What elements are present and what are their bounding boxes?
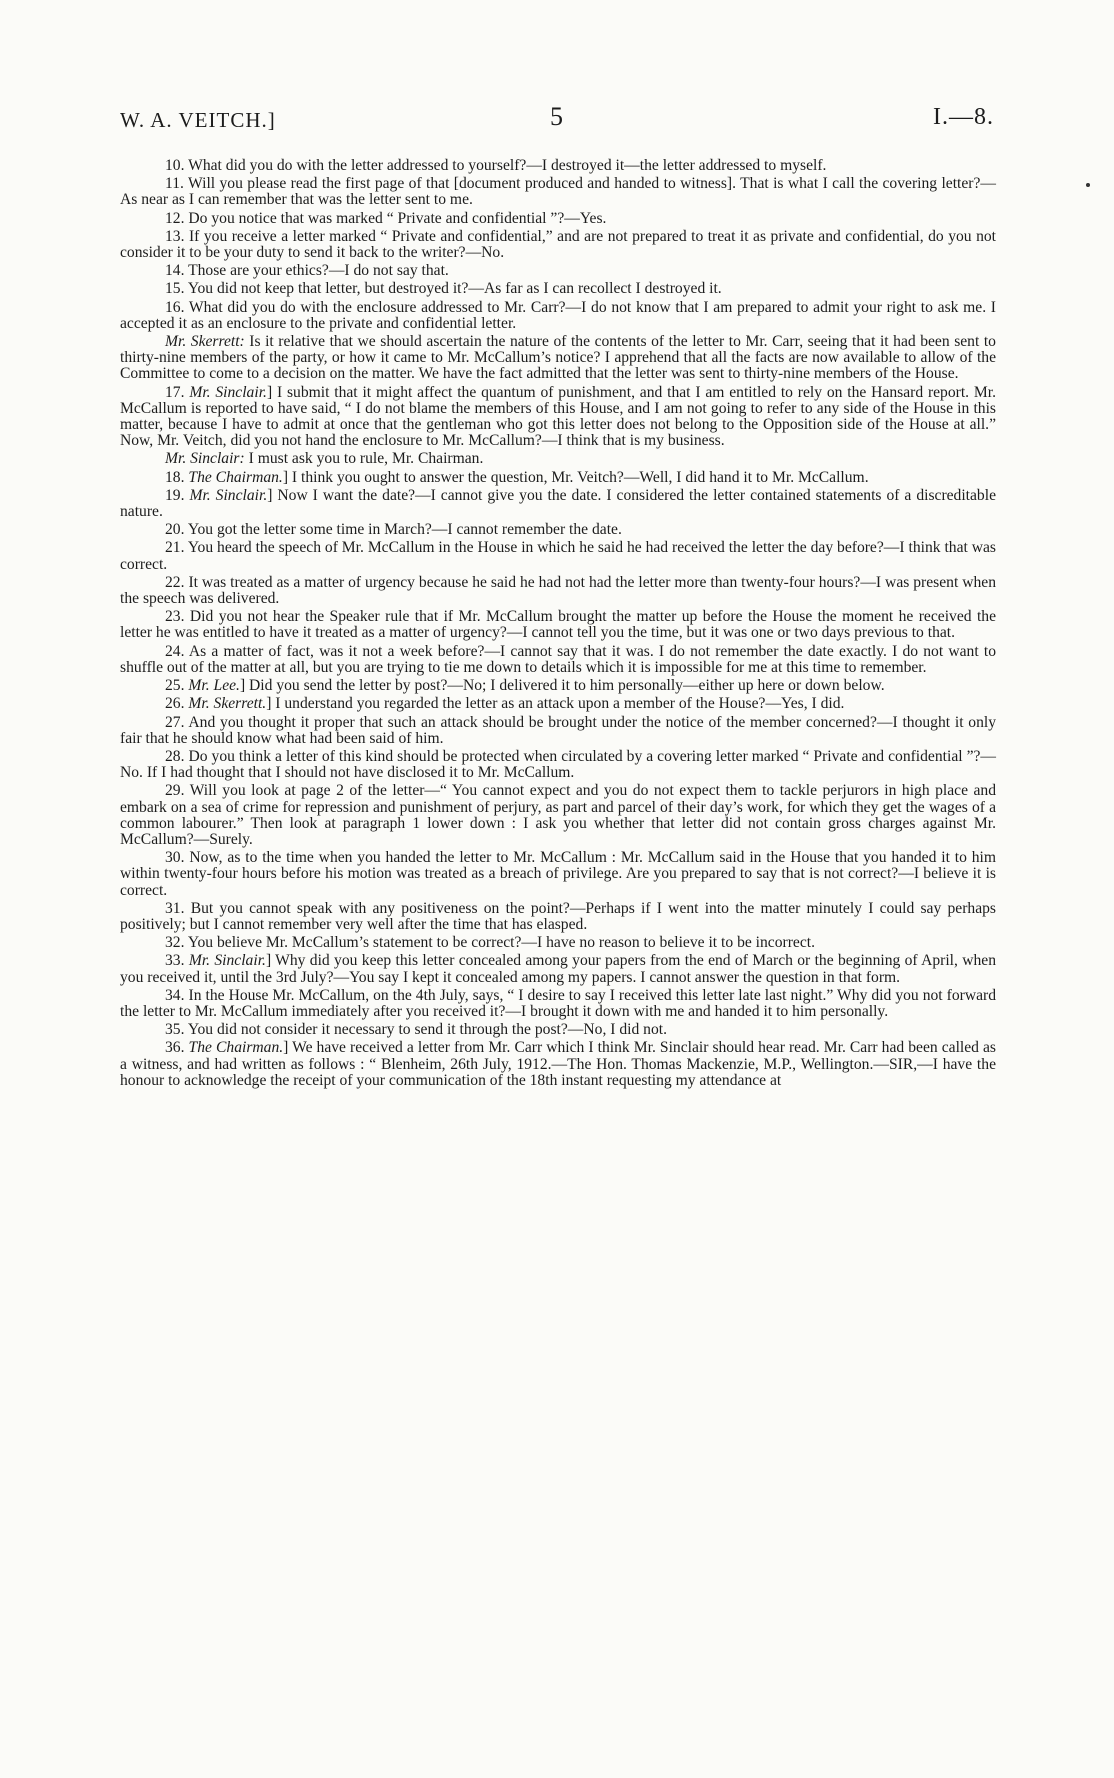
paragraph bbox=[120, 1040, 996, 1089]
paragraph-text: ] Did you send the letter by post?—No; I delivered it to him personally—either up here or down below. bbox=[239, 677, 885, 695]
paragraph bbox=[120, 176, 996, 208]
question-number: 25. bbox=[165, 677, 189, 695]
speaker-name: The Chairman. bbox=[188, 468, 283, 486]
paragraph-text: ] I submit that it might affect the quantum of punishment, and that I am entitled to rely on the Hansard report. Mr. McCallum is reported to have said, “ I do not blame the members of this House, and I am not going to refer to any side of the House in this matter, because I have to admit at once that the gentleman who got this letter does not belong to the Opposition side of the House at all.” Now, Mr. Veitch, did you not hand the enclosure to Mr. McCallum?—I think that is my business. bbox=[120, 383, 996, 450]
page-header bbox=[120, 102, 994, 138]
paragraph bbox=[120, 281, 996, 297]
speaker-name: Mr. Skerrett: bbox=[165, 333, 245, 351]
paragraph bbox=[120, 850, 996, 899]
paragraph-text: I must ask you to rule, Mr. Chairman. bbox=[244, 450, 484, 468]
question-number: 26. bbox=[165, 695, 189, 713]
paragraph-text: You heard the speech of Mr. McCallum in the House in which he said he had received the letter the day before?—I think that was correct. bbox=[120, 539, 997, 573]
question-number: 14. bbox=[165, 262, 189, 280]
question-number: 30. bbox=[165, 849, 190, 867]
paragraph-text: Do you notice that was marked “ Private and confidential ”?—Yes. bbox=[188, 209, 607, 227]
speaker-name: Mr. Sinclair: bbox=[165, 450, 245, 468]
paragraph-text: What did you do with the enclosure addressed to Mr. Carr?—I do not know that I am prepared to admit your right to ask me. I accepted it as an enclosure to the private and confidential letter. bbox=[120, 298, 996, 332]
question-number: 10. bbox=[165, 157, 189, 174]
paragraph bbox=[120, 229, 996, 261]
question-number: 34. bbox=[165, 986, 189, 1004]
question-number: 12. bbox=[165, 209, 189, 227]
paragraph-text: Did you not hear the Speaker rule that if Mr. McCallum brought the matter up before the House the moment he received the letter he was entitled to have it treated as a matter of urgency?—I cannot tell you the time, but it was one or two days previous to that. bbox=[120, 608, 996, 642]
question-number: 29. bbox=[165, 782, 190, 800]
paragraph-text: It was treated as a matter of urgency because he said he had not had the letter more than twenty-four hours?—I was present when the speech was delivered. bbox=[120, 573, 997, 608]
question-number: 32. bbox=[165, 934, 188, 952]
paragraph bbox=[120, 263, 996, 279]
paragraph bbox=[120, 696, 996, 712]
paragraph bbox=[120, 300, 996, 332]
question-number: 22. bbox=[165, 573, 189, 591]
paragraph-text: And you thought it proper that such an attack should be brought under the notice of the member concerned?—I thought it only fair that he should know what had been said of him. bbox=[120, 713, 997, 747]
paragraph-text: Do you think a letter of this kind should be protected when circulated by a covering letter marked “ Private and confidential ”?—No. If I had thought that I should not have disclosed it to Mr. McCallum. bbox=[120, 747, 997, 782]
question-number: 18. bbox=[165, 468, 189, 486]
question-number: 17. bbox=[165, 383, 190, 401]
paragraph-text: Now, as to the time when you handed the letter to Mr. McCallum : Mr. McCallum said in the House that you handed it to him within twenty-four hours before his motion was treated as a breach of privilege. Are you prepared to say that is not correct?—I believe it is correct. bbox=[120, 849, 996, 899]
speaker-name: Mr. Skerrett. bbox=[188, 695, 267, 713]
paragraph bbox=[120, 678, 996, 694]
paragraph bbox=[120, 935, 996, 951]
paragraph-text: Will you please read the first page of that [document produced and handed to witness]. That is what I call the covering letter?—As near as I can remember that was the letter sent to me. bbox=[120, 175, 996, 209]
paragraph-text: ] Why did you keep this letter concealed among your papers from the end of March or the beginning of April, when you received it, until the 3rd July?—You say I kept it concealed among my papers. I cannot answer the question in that form. bbox=[120, 952, 997, 986]
paragraph bbox=[120, 901, 996, 933]
question-number: 19. bbox=[165, 486, 190, 504]
paragraph bbox=[120, 470, 996, 486]
paragraph bbox=[120, 953, 996, 985]
paragraph bbox=[120, 575, 996, 607]
question-number: 27. bbox=[165, 713, 189, 731]
paragraph-text: ] I understand you regarded the letter as an attack upon a member of the House?—Yes, I did. bbox=[266, 695, 845, 713]
paragraph-text: You got the letter some time in March?—I cannot remember the date. bbox=[187, 521, 622, 539]
paragraph bbox=[120, 715, 996, 747]
paragraph-text: But you cannot speak with any positiveness on the point?—Perhaps if I went into the matter minutely I could say perhaps positively; but I cannot remember very well after the time that has elasped. bbox=[120, 899, 996, 933]
question-number: 24. bbox=[165, 642, 189, 660]
paragraph-text: In the House Mr. McCallum, on the 4th July, says, “ I desire to say I received this letter late last night.” Why did you not forward the letter to Mr. McCallum immediately after you received it?—I brought it down with me and handed it to him personally. bbox=[120, 986, 997, 1020]
document-body bbox=[120, 158, 996, 1091]
paragraph bbox=[120, 334, 996, 383]
paragraph bbox=[120, 988, 996, 1020]
question-number: 20. bbox=[165, 521, 188, 539]
paragraph-text: ] I think you ought to answer the question, Mr. Veitch?—Well, I did hand it to Mr. McCallum. bbox=[282, 468, 869, 486]
question-number: 13. bbox=[165, 227, 189, 245]
paragraph bbox=[120, 540, 996, 572]
speaker-name: The Chairman. bbox=[188, 1039, 284, 1057]
paragraph-text: Those are your ethics?—I do not say that. bbox=[188, 262, 449, 280]
header-witness-name: W. A. VEITCH.] bbox=[120, 108, 276, 132]
question-number: 16. bbox=[165, 298, 189, 316]
paragraph bbox=[120, 749, 996, 781]
page-number: 5 bbox=[550, 102, 564, 131]
paragraph-text: You did not consider it necessary to send it through the post?—No, I did not. bbox=[187, 1021, 667, 1039]
speaker-name: Mr. Sinclair. bbox=[189, 383, 267, 401]
question-number: 15. bbox=[165, 280, 188, 298]
question-number: 31. bbox=[165, 899, 191, 917]
question-number: 36. bbox=[165, 1039, 189, 1057]
question-number: 33. bbox=[165, 952, 189, 970]
speaker-name: Mr. Lee. bbox=[188, 677, 240, 695]
question-number: 28. bbox=[165, 747, 189, 765]
paragraph-text: Will you look at page 2 of the letter—“ You cannot expect and you do not expect them to tackle perjurors in high place and embark on a sea of crime for repression and punishment of perjury, as part and parcel of their day’s work, for which they get the wages of a common labourer.” Then look at paragraph 1 lower down : I ask you whether that letter did not contain gross charges against Mr. McCallum?—Surely. bbox=[120, 782, 997, 848]
paragraph-text: Is it relative that we should ascertain the nature of the contents of the letter to Mr. Carr, seeing that it had been sent to thirty-nine members of the party, or how it came to Mr. McCallum’s notice? I apprehend that all the facts are now available to allow of the Committee to come to a decision on the matter. We have the fact admitted that the letter was sent to thirty-nine members of the House. bbox=[120, 333, 996, 383]
paragraph-text: You did not keep that letter, but destroyed it?—As far as I can recollect I destroyed it. bbox=[187, 280, 722, 298]
paragraph-text: You believe Mr. McCallum’s statement to be correct?—I have no reason to believe it to be incorrect. bbox=[187, 934, 815, 952]
paragraph bbox=[120, 609, 996, 641]
paragraph-text: What did you do with the letter addressed to yourself?—I destroyed it—the letter addressed to myself. bbox=[188, 157, 827, 174]
question-number: 23. bbox=[165, 608, 190, 626]
paragraph bbox=[120, 522, 996, 538]
paragraph bbox=[120, 783, 996, 848]
paragraph bbox=[120, 211, 996, 227]
document-reference: I.—8. bbox=[933, 104, 994, 130]
paragraph-text: ] We have received a letter from Mr. Carr which I think Mr. Sinclair should hear read. Mr. Carr had been called as a witness, and had written as follows : “ Blenheim, 26th July, 1912.—The Hon. Thomas Mackenzie, M.P., Wellington.—SIR,—I have the honour to acknowledge the receipt of your communication of the 18th instant requesting my attendance at bbox=[120, 1039, 996, 1089]
paragraph bbox=[120, 451, 996, 467]
paragraph bbox=[120, 644, 996, 676]
question-number: 11. bbox=[165, 175, 189, 193]
speaker-name: Mr. Sinclair. bbox=[189, 486, 268, 504]
question-number: 21. bbox=[165, 539, 188, 557]
margin-dot bbox=[1086, 183, 1090, 187]
paragraph bbox=[120, 158, 996, 174]
speaker-name: Mr. Sinclair. bbox=[188, 952, 266, 970]
question-number: 35. bbox=[165, 1021, 188, 1039]
paragraph bbox=[120, 1022, 996, 1038]
paragraph-text: If you receive a letter marked “ Private and confidential,” and are not prepared to treat it as private and confidential, do you not consider it to be your duty to send it back to the writer?—No. bbox=[120, 227, 997, 262]
paragraph-text: As a matter of fact, was it not a week before?—I cannot say that it was. I do not remember the date exactly. I do not want to shuffle out of the matter at all, but you are trying to tie me down to details which it is impossible for me at this time to remember. bbox=[120, 642, 997, 676]
paragraph bbox=[120, 488, 996, 520]
paragraph bbox=[120, 385, 996, 450]
paragraph-text: ] Now I want the date?—I cannot give you the date. I considered the letter contained statements of a discreditable nature. bbox=[120, 486, 996, 521]
